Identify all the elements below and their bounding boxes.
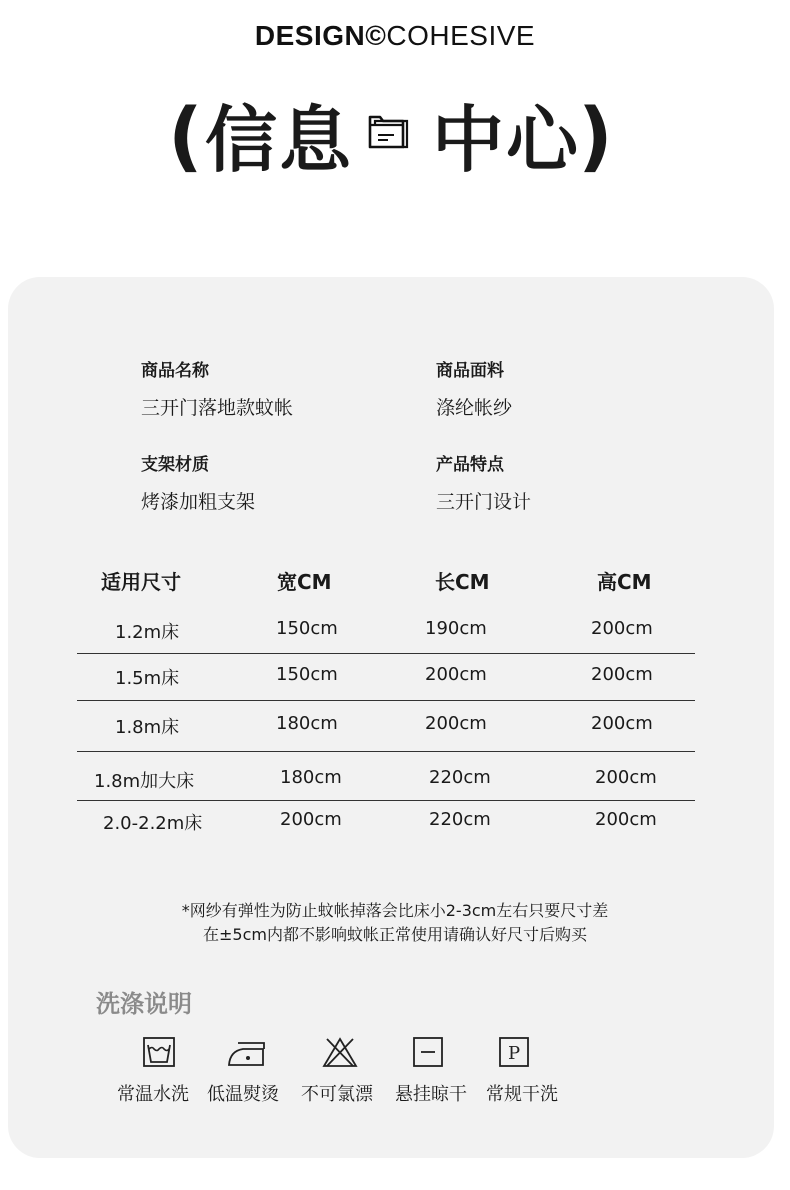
svg-text:P: P xyxy=(507,1043,521,1064)
title-word-2: 中心 xyxy=(432,98,581,182)
table-row xyxy=(0,618,790,642)
row-divider xyxy=(77,653,695,654)
cell-height: 200cm xyxy=(595,809,657,830)
info-value: 三开门设计 xyxy=(436,491,532,513)
brand-part2: COHESIVE xyxy=(386,20,536,51)
brand-logo xyxy=(0,20,790,52)
folder-icon xyxy=(364,111,416,155)
table-row xyxy=(0,809,790,833)
brand-mark: © xyxy=(365,20,387,51)
wash-tub-icon xyxy=(142,1036,176,1068)
info-item-name xyxy=(141,356,293,420)
info-value: 三开门落地款蚊帐 xyxy=(141,397,294,419)
dry-clean-p-icon xyxy=(497,1036,531,1068)
info-item-fabric xyxy=(436,356,512,420)
cell-height: 200cm xyxy=(591,618,653,639)
row-divider xyxy=(77,800,695,801)
wash-label: 常温水洗 xyxy=(117,1084,189,1105)
cell-width: 150cm xyxy=(276,618,338,639)
cell-width: 150cm xyxy=(276,664,338,685)
cell-size: 1.2m床 xyxy=(115,622,180,643)
info-item-frame xyxy=(141,450,255,514)
row-divider xyxy=(77,751,695,752)
size-note-line-2: 在±5cm内都不影响蚊帐正常使用请确认好尺寸后购买 xyxy=(203,925,587,944)
info-label: 产品特点 xyxy=(436,455,504,475)
title-open-paren: ( xyxy=(168,91,203,180)
info-label: 商品名称 xyxy=(141,361,209,381)
cell-length: 200cm xyxy=(425,664,487,685)
cell-width: 200cm xyxy=(280,809,342,830)
size-table-header xyxy=(0,566,790,594)
brand-part1: DESIGN xyxy=(254,20,366,51)
iron-icon xyxy=(226,1036,268,1068)
wash-label: 不可氯漂 xyxy=(301,1084,373,1105)
header-size: 适用尺寸 xyxy=(101,570,181,594)
table-row xyxy=(0,767,790,791)
header-width: 宽CM xyxy=(277,570,332,594)
cell-height: 200cm xyxy=(595,767,657,788)
header-height: 高CM xyxy=(597,570,652,594)
info-label: 商品面料 xyxy=(436,361,504,381)
info-value: 涤纶帐纱 xyxy=(436,397,513,419)
cell-size: 1.8m加大床 xyxy=(94,771,195,792)
page-title xyxy=(0,91,790,185)
cell-size: 1.5m床 xyxy=(115,668,180,689)
wash-label: 低温熨烫 xyxy=(207,1084,279,1105)
table-row xyxy=(0,664,790,688)
no-bleach-icon xyxy=(321,1036,359,1068)
title-word-1: 信息 xyxy=(205,98,354,182)
cell-size: 1.8m床 xyxy=(115,717,180,738)
line-dry-icon xyxy=(411,1036,445,1068)
wash-label: 悬挂晾干 xyxy=(395,1084,467,1105)
cell-size: 2.0-2.2m床 xyxy=(103,813,203,834)
info-value: 烤漆加粗支架 xyxy=(141,491,256,513)
title-close-paren: ) xyxy=(578,91,613,180)
cell-length: 200cm xyxy=(425,713,487,734)
cell-width: 180cm xyxy=(280,767,342,788)
cell-height: 200cm xyxy=(591,713,653,734)
row-divider xyxy=(77,700,695,701)
cell-width: 180cm xyxy=(276,713,338,734)
table-row xyxy=(0,713,790,737)
info-item-feature xyxy=(436,450,531,514)
cell-length: 220cm xyxy=(429,809,491,830)
info-label: 支架材质 xyxy=(141,455,209,475)
wash-section-title: 洗涤说明 xyxy=(96,990,192,1018)
cell-length: 190cm xyxy=(425,618,487,639)
size-note-line-1: *网纱有弹性为防止蚊帐掉落会比床小2-3cm左右只要尺寸差 xyxy=(181,901,609,920)
header-length: 长CM xyxy=(435,570,490,594)
cell-length: 220cm xyxy=(429,767,491,788)
cell-height: 200cm xyxy=(591,664,653,685)
wash-label: 常规干洗 xyxy=(486,1084,558,1105)
